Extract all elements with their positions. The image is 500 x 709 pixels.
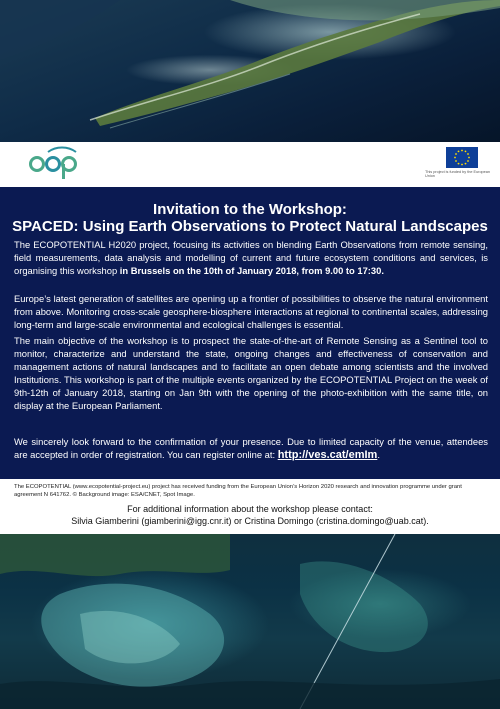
contact-info (0, 504, 500, 527)
eu-flag-icon (446, 147, 478, 168)
registration-text: We sincerely look forward to the confirmation of your presence. Due to limited capacity of the venue, attendees are accepted in order of registration. You can register online at: (14, 436, 488, 460)
funding-note: The ECOPOTENTIAL (www.ecopotential-project.eu) project has received funding from the European Union’s Horizon 2020 research and innovation programme under grant agreement N 641762. © Background image: ESA/CNET, Spot Image. (14, 484, 462, 498)
eu-funding-caption: This project is funded by the European Union (425, 170, 491, 179)
logo-band (0, 142, 500, 187)
workshop-title: SPACED: Using Earth Observations to Protect Natural Landscapes (12, 218, 488, 235)
event-date-location: in Brussels on the 10th of January 2018, from 9.00 to 17:30. (119, 264, 384, 276)
lagoon-graphic (0, 534, 500, 709)
ecop-logo (28, 146, 84, 187)
paragraph-objective: The main objective of the workshop is to prospect the state-of-the-art of Remote Sensing as a Sentinel tool to monitor, characterize and understand the state, ongoing changes and effectiveness of conservation and management actions of natural landscapes and to facilitate an open debate among scientists and the involved Institutions. This workshop is part of the multiple events organized by the ECOPOTENTIAL Project on the week of 9th-12th of January 2018, starting on Jan 9th with the opening of the photo-exhibition with the same title, on display at the European Parliament. (14, 335, 488, 411)
registration-link[interactable]: http://ves.cat/emIm (277, 448, 378, 461)
invitation-title: Invitation to the Workshop: (153, 201, 347, 218)
coastline-graphic (0, 0, 500, 142)
paragraph-satellites: Europe’s latest generation of satellites are opening up a frontier of possibilities to observe the natural environment from above. Monitoring cross-scale geosphere-biosphere interactions at regional to continental scales, addressing long-term and large-scale environmental and ecological challenges is essential. (14, 293, 488, 330)
registration-end: . (377, 448, 380, 460)
bottom-satellite-image (0, 534, 500, 709)
contact-people: Silvia Giamberini (giamberini@igg.cnr.it) or Cristina Domingo (cristina.domingo@uab.cat). (71, 515, 429, 526)
intro-text: The ECOPOTENTIAL H2020 project, focusing its activities on blending Earth Observations from remote sensing, field measurements, data analysis and modelling of current and future ecosystem conditions and services, is organising this workshop (14, 239, 488, 276)
top-satellite-image (0, 0, 500, 142)
paragraph-intro (14, 239, 488, 278)
invitation-content (0, 187, 500, 479)
contact-intro: For additional information about the workshop please contact: (127, 504, 373, 514)
paragraph-registration (14, 436, 488, 462)
